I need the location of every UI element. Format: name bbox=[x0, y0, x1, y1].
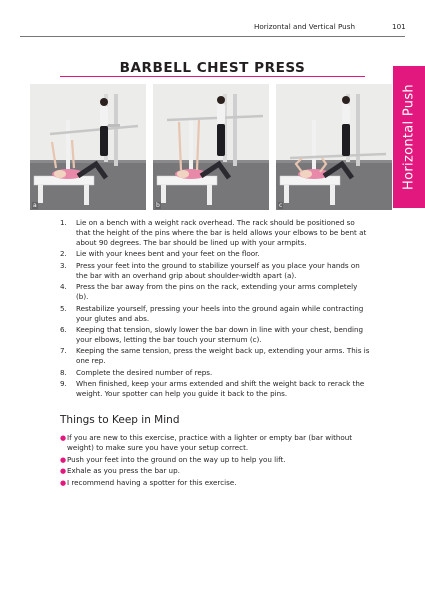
chapter-side-tab-label: Horizontal Push bbox=[401, 84, 417, 190]
exercise-photo-c bbox=[276, 84, 392, 210]
step-number: 5. bbox=[60, 303, 67, 313]
exercise-photo-a bbox=[30, 84, 146, 210]
tip-text: I recommend having a spotter for this exercise. bbox=[67, 478, 237, 488]
step-text: Keeping that tension, slowly lower the bar down in line with your chest, bending your elbows, letting the bar touch your sternum (c). bbox=[76, 324, 364, 344]
step-text: Press the bar away from the pins on the rack, extending your arms completely (b). bbox=[76, 282, 358, 302]
step-item bbox=[60, 282, 370, 302]
step-number: 6. bbox=[60, 324, 67, 334]
bullet-icon: ● bbox=[60, 434, 67, 442]
photo-illustration-c bbox=[276, 84, 392, 210]
tip-text: If you are new to this exercise, practice with a lighter or empty bar (bar without weight) to make sure you have your setup correct. bbox=[67, 433, 353, 453]
step-text: Press your feet into the ground to stabilize yourself as you place your hands on the bar with an overhand grip about shoulder-width apart (a). bbox=[76, 260, 360, 280]
step-number: 4. bbox=[60, 282, 67, 292]
step-item bbox=[60, 346, 370, 366]
title-underline bbox=[60, 76, 365, 77]
tip-text: Push your feet into the ground on the way up to help you lift. bbox=[67, 454, 286, 464]
step-item bbox=[60, 325, 370, 345]
step-number: 2. bbox=[60, 249, 67, 259]
tip-item bbox=[60, 478, 370, 488]
step-item bbox=[60, 261, 370, 281]
step-item bbox=[60, 218, 370, 248]
tip-item bbox=[60, 455, 370, 465]
header-rule bbox=[20, 36, 405, 37]
step-text: Complete the desired number of reps. bbox=[76, 367, 213, 377]
step-number: 1. bbox=[60, 218, 67, 227]
bullet-icon: ● bbox=[60, 455, 67, 464]
running-header: Horizontal and Vertical Push bbox=[254, 22, 356, 31]
bullet-icon: ● bbox=[60, 467, 67, 476]
tip-item bbox=[60, 433, 370, 453]
step-number: 7. bbox=[60, 346, 67, 356]
instruction-steps bbox=[60, 218, 370, 400]
exercise-photo-b bbox=[153, 84, 269, 210]
step-item bbox=[60, 379, 370, 399]
photo-label-c: c bbox=[279, 202, 283, 209]
step-text: Lie on a bench with a weight rack overhead. The rack should be positioned so that the height of the pins where the bar is held allows your elbows to be bent at about 90 degrees. The bar should be lined up with your armpits. bbox=[76, 218, 367, 248]
exercise-title: BARBELL CHEST PRESS bbox=[119, 60, 306, 76]
step-text: Restabilize yourself, pressing your heels into the ground again while contracting your glutes and abs. bbox=[76, 303, 364, 323]
photo-illustration-a bbox=[30, 84, 146, 210]
photo-label-b: b bbox=[156, 202, 160, 209]
step-number: 3. bbox=[60, 260, 67, 270]
step-number: 8. bbox=[60, 367, 67, 377]
step-text: Keeping the same tension, press the weight back up, extending your arms. This is one rep. bbox=[76, 346, 370, 366]
step-text: When finished, keep your arms extended and shift the weight back to rerack the weight. Your spotter can help you guide it back to the pins. bbox=[76, 378, 365, 398]
photo-illustration-b bbox=[153, 84, 269, 210]
tips-list bbox=[60, 433, 370, 490]
step-item bbox=[60, 249, 370, 259]
bullet-icon: ● bbox=[60, 479, 67, 488]
tip-item bbox=[60, 466, 370, 476]
tip-text: Exhale as you press the bar up. bbox=[67, 466, 180, 476]
page-number: 101 bbox=[392, 22, 406, 31]
step-text: Lie with your knees bent and your feet on the floor. bbox=[76, 249, 260, 259]
tips-heading: Things to Keep in Mind bbox=[60, 414, 180, 426]
step-number: 9. bbox=[60, 378, 67, 388]
step-item bbox=[60, 368, 370, 378]
photo-label-a: a bbox=[33, 202, 37, 209]
step-item bbox=[60, 304, 370, 324]
